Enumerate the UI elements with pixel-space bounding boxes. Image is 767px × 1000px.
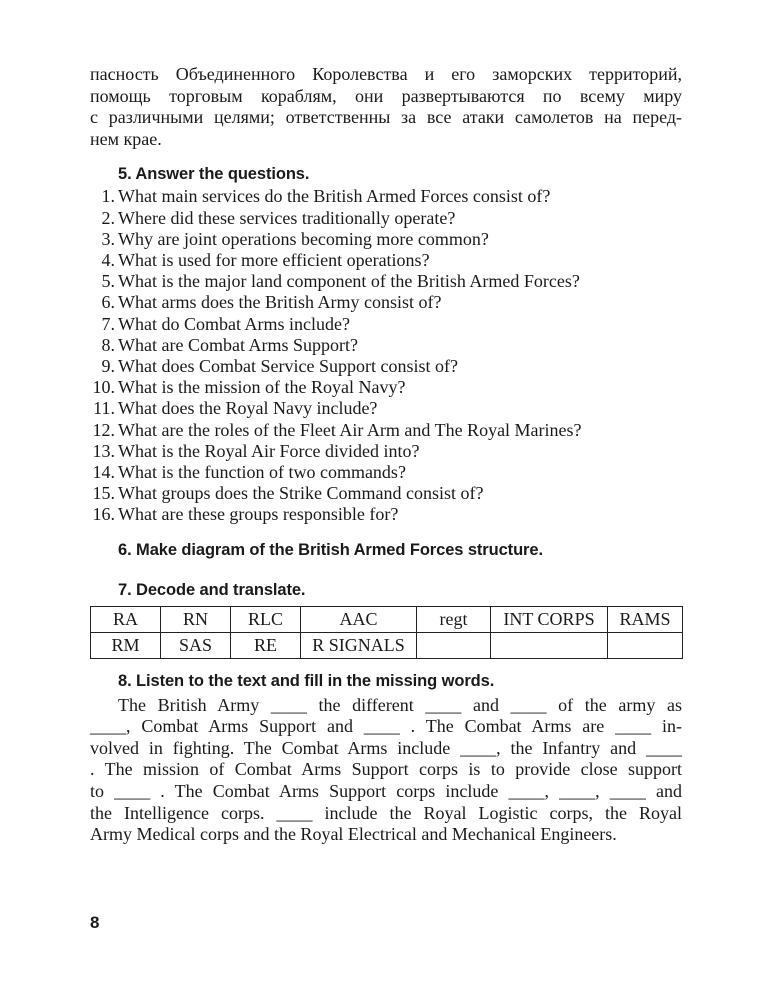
- question-text: What is used for more efficient operations?: [118, 249, 430, 270]
- fill-line: ____, Combat Arms Support and ____ . The Combat Arms are ____ in-: [90, 716, 682, 737]
- question-number: 5.: [101, 271, 115, 292]
- table-cell: RA: [91, 606, 161, 632]
- table-cell: RLC: [231, 606, 301, 632]
- question-text: What is the mission of the Royal Navy?: [118, 377, 406, 398]
- list-item: [90, 250, 682, 271]
- question-text: What arms does the British Army consist of?: [118, 292, 442, 313]
- question-number: 16.: [92, 504, 115, 525]
- question-text: What does Combat Service Support consist of?: [118, 356, 458, 376]
- question-number: 13.: [92, 440, 115, 461]
- question-number: 1.: [101, 186, 115, 207]
- question-number: 10.: [92, 377, 115, 398]
- question-text: What is the major land component of the British Armed Forces?: [118, 271, 580, 292]
- intro-paragraph: [90, 64, 682, 150]
- question-number: 8.: [101, 334, 115, 355]
- list-item: [90, 377, 682, 398]
- question-text: What main services do the British Armed Forces consist of?: [118, 186, 551, 207]
- question-text: Why are joint operations becoming more common?: [118, 228, 489, 249]
- table-cell: INT CORPS: [491, 606, 608, 632]
- fill-line: . The mission of Combat Arms Support corps is to provide close support: [90, 759, 682, 780]
- list-item: [90, 229, 682, 250]
- table-cell: regt: [417, 606, 491, 632]
- page-number: 8: [90, 913, 100, 932]
- list-item: [90, 186, 682, 207]
- intro-line: с различными целями; ответственны за все атаки самолетов на перед-: [90, 107, 682, 128]
- list-item: [90, 356, 682, 377]
- table-row: [91, 632, 683, 658]
- intro-line: пасность Объединенного Королевства и его заморских территорий,: [90, 64, 682, 84]
- page-content: [90, 64, 682, 846]
- fill-in-paragraph: [90, 695, 682, 846]
- list-item: [90, 483, 682, 504]
- question-number: 7.: [101, 313, 115, 334]
- intro-line: помощь торговым кораблям, они развертываются по всему миру: [90, 85, 682, 106]
- table-row: [91, 606, 683, 632]
- question-number: 15.: [92, 483, 115, 504]
- question-number: 11.: [93, 398, 115, 419]
- list-item: [90, 314, 682, 335]
- question-number: 14.: [92, 462, 115, 483]
- question-text: What are the roles of the Fleet Air Arm and The Royal Marines?: [118, 419, 582, 440]
- fill-line: volved in fighting. The Combat Arms include ____, the Infantry and ____: [90, 737, 682, 758]
- question-text: What are these groups responsible for?: [118, 504, 399, 525]
- table-cell: [608, 632, 683, 658]
- question-number: 3.: [101, 228, 115, 249]
- question-text: What does the Royal Navy include?: [118, 398, 378, 419]
- table-cell: [491, 632, 608, 658]
- table-cell: [417, 632, 491, 658]
- question-number: 9.: [101, 356, 115, 376]
- question-text: What do Combat Arms include?: [118, 313, 350, 334]
- fill-line: Army Medical corps and the Royal Electrical and Mechanical Engineers.: [90, 824, 617, 845]
- list-item: [90, 292, 682, 313]
- fill-line: the Intelligence corps. ____ include the Royal Logistic corps, the Royal: [90, 802, 682, 823]
- table-cell: RN: [161, 606, 231, 632]
- table-cell: R SIGNALS: [301, 632, 417, 658]
- question-text: What is the Royal Air Force divided into?: [118, 440, 420, 461]
- abbreviation-table: [90, 606, 683, 659]
- question-text: What are Combat Arms Support?: [118, 334, 358, 355]
- table-cell: SAS: [161, 632, 231, 658]
- fill-line: The British Army ____ the different ____ and ____ of the army as: [118, 694, 682, 715]
- table-cell: AAC: [301, 606, 417, 632]
- table-cell: RAMS: [608, 606, 683, 632]
- list-item: [90, 504, 682, 525]
- list-item: [90, 462, 682, 483]
- list-item: [90, 441, 682, 462]
- section-7-heading: 7. Decode and translate.: [118, 580, 306, 599]
- question-text: What groups does the Strike Command consist of?: [118, 483, 484, 504]
- question-number: 2.: [101, 207, 115, 228]
- list-item: [90, 335, 682, 356]
- question-number: 4.: [101, 249, 115, 270]
- question-text: What is the function of two commands?: [118, 462, 406, 483]
- list-item: [90, 398, 682, 419]
- list-item: [90, 420, 682, 441]
- table-cell: RE: [231, 632, 301, 658]
- intro-line: нем крае.: [90, 128, 162, 149]
- question-list: [90, 186, 682, 525]
- fill-line: to ____ . The Combat Arms Support corps include ____, ____, ____ and: [90, 781, 682, 801]
- question-number: 12.: [92, 419, 115, 440]
- section-6-heading: 6. Make diagram of the British Armed Forces structure.: [118, 540, 543, 559]
- list-item: [90, 271, 682, 292]
- section-5-heading: 5. Answer the questions.: [118, 165, 310, 184]
- question-number: 6.: [101, 292, 115, 313]
- list-item: [90, 208, 682, 229]
- table-cell: RM: [91, 632, 161, 658]
- question-text: Where did these services traditionally operate?: [118, 207, 456, 228]
- section-8-heading: 8. Listen to the text and fill in the missing words.: [118, 671, 495, 690]
